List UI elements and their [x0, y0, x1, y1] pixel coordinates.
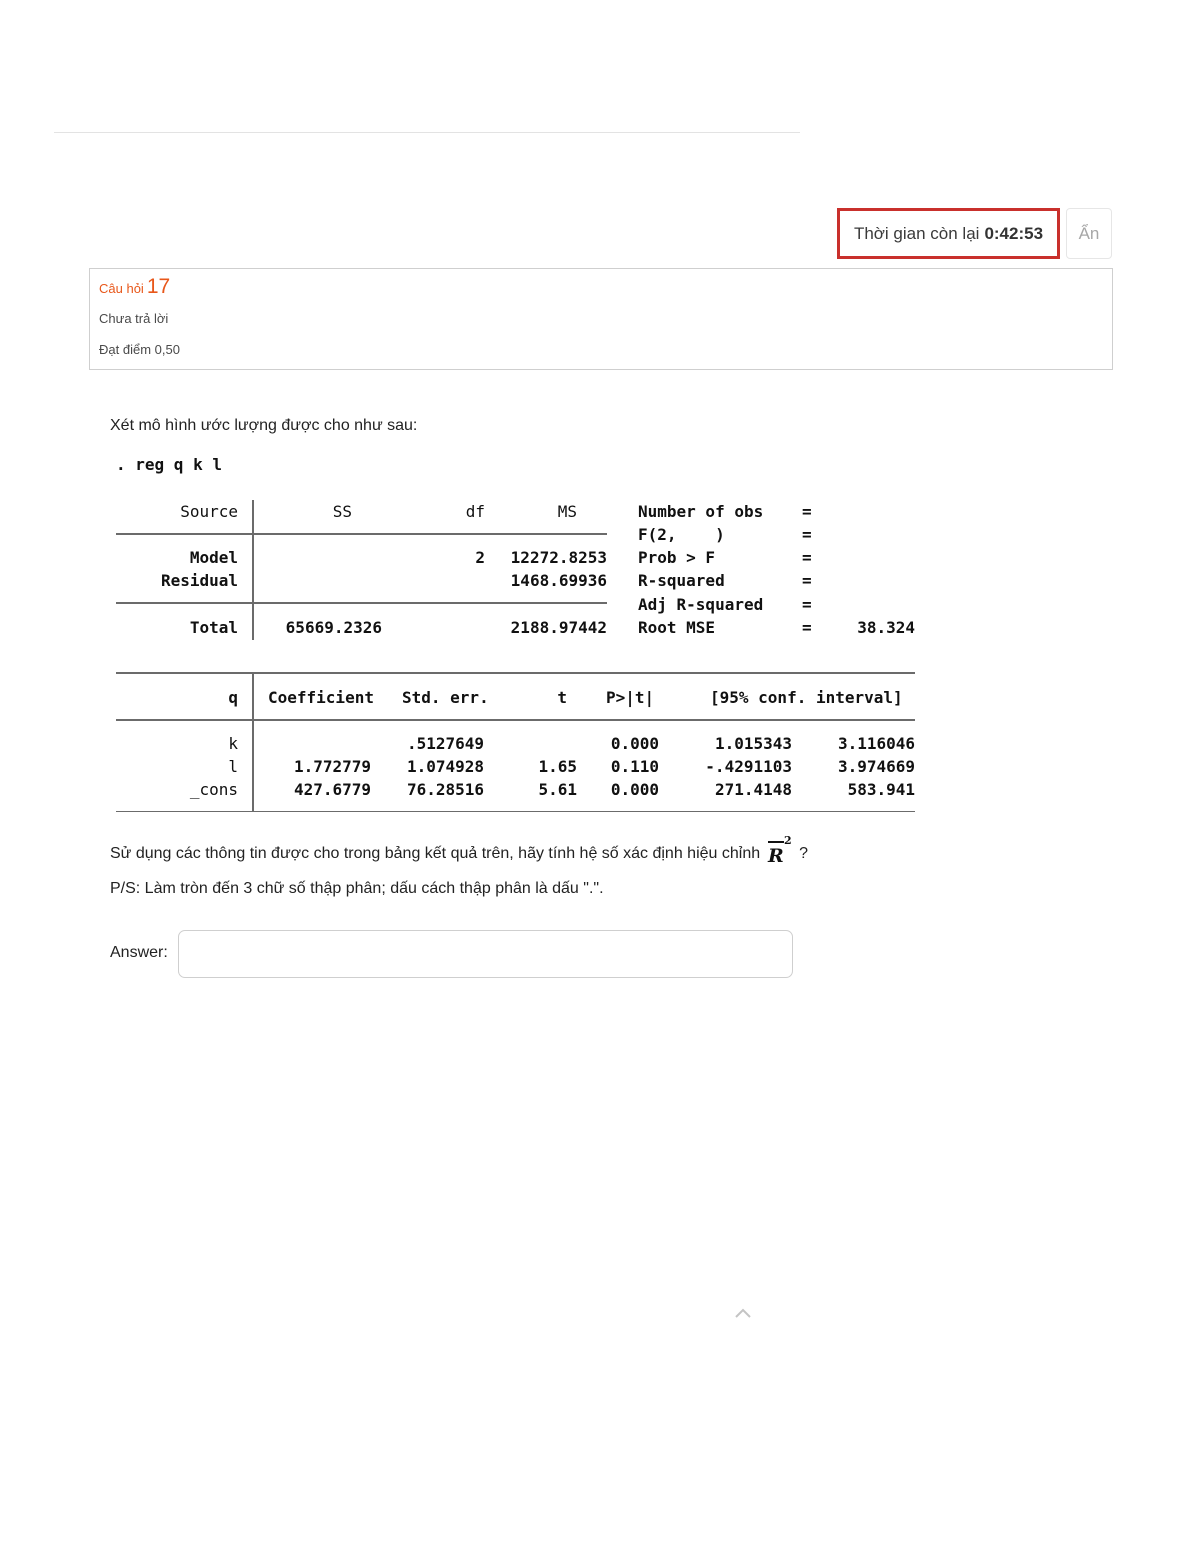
coef-k-p: 0.000: [610, 734, 659, 753]
coef-cons-ci-high: 583.941: [847, 780, 915, 799]
chevron-up-icon[interactable]: [733, 1306, 753, 1325]
anova-total-ss: 65669.2326: [285, 618, 382, 637]
coef-header-var: q: [228, 688, 238, 707]
anova-model-source: Model: [189, 548, 238, 567]
question-number-value: 17: [146, 275, 171, 298]
anova-rule-1: [116, 533, 607, 535]
anova-residual-source: Residual: [160, 571, 238, 590]
answer-label: Answer:: [110, 944, 168, 961]
anova-residual-ms: 1468.69936: [510, 571, 607, 590]
coef-rule-mid: [116, 719, 915, 721]
rounding-note: P/S: Làm tròn đến 3 chữ số thập phân; dấu cách thập phân là dấu ".".: [110, 880, 604, 897]
question-prefix: Câu hỏi: [99, 281, 144, 296]
svg-text:2: 2: [784, 835, 792, 847]
stat-value: 38.324: [857, 618, 915, 637]
stat-eq: =: [802, 595, 812, 614]
stat-eq: =: [802, 571, 812, 590]
anova-rule-2: [116, 602, 607, 604]
coef-header-ci: [95% conf. interval]: [710, 688, 903, 707]
coef-l-ci-high: 3.974669: [837, 757, 915, 776]
stat-label: Root MSE: [638, 618, 716, 637]
coef-l-se: 1.074928: [406, 757, 484, 776]
coef-cons-var: _cons: [189, 780, 238, 799]
stat-label: Adj R-squared: [638, 595, 764, 614]
timer-value: 0:42:53: [984, 223, 1044, 243]
anova-header-df: df: [465, 502, 485, 521]
anova-total-source: Total: [189, 618, 238, 637]
quiz-timer: [837, 208, 1060, 259]
coef-header-coef: Coefficient: [268, 688, 374, 707]
coef-l-var: l: [228, 757, 238, 776]
coef-l-ci-low: -.4291103: [705, 757, 792, 776]
stat-eq: =: [802, 525, 812, 544]
anova-header-ss: SS: [332, 502, 352, 521]
coef-k-var: k: [228, 734, 238, 753]
question-grade: Đạt điểm 0,50: [99, 342, 180, 357]
anova-model-df: 2: [475, 548, 485, 567]
coef-cons-p: 0.000: [610, 780, 659, 799]
question-info-box: [89, 268, 1113, 370]
coef-header-se: Std. err.: [402, 688, 489, 707]
stat-eq: =: [802, 502, 812, 521]
stat-label: R-squared: [638, 571, 725, 590]
stat-label: Number of obs: [638, 502, 764, 521]
top-divider: [54, 132, 800, 133]
stata-command: . reg q k l: [116, 455, 222, 474]
question-prompt-text: Sử dụng các thông tin được cho trong bảng kết quả trên, hãy tính hệ số xác định hiệu chỉnh: [110, 845, 761, 862]
coef-cons-t: 5.61: [538, 780, 577, 799]
coef-k-se: .5127649: [406, 734, 484, 753]
coef-k-ci-high: 3.116046: [837, 734, 915, 753]
coef-k-ci-low: 1.015343: [714, 734, 792, 753]
coef-l-t: 1.65: [538, 757, 577, 776]
coef-cons-coef: 427.6779: [293, 780, 371, 799]
question-number: [99, 275, 170, 299]
stat-eq: =: [802, 618, 812, 637]
answer-input[interactable]: [178, 930, 793, 978]
coef-header-t: t: [557, 688, 567, 707]
stat-label: Prob > F: [638, 548, 716, 567]
coef-l-p: 0.110: [610, 757, 659, 776]
question-intro: Xét mô hình ước lượng được cho như sau:: [110, 417, 418, 434]
coef-vertical-rule: [252, 674, 254, 812]
stat-eq: =: [802, 548, 812, 567]
question-prompt-end: ?: [799, 845, 809, 862]
coef-rule-top: [116, 672, 915, 674]
anova-total-ms: 2188.97442: [510, 618, 607, 637]
timer-label: Thời gian còn lại: [853, 223, 980, 243]
anova-vertical-rule: [252, 500, 254, 640]
anova-model-ms: 12272.8253: [510, 548, 607, 567]
stat-label: F(2, ): [638, 525, 725, 544]
adjusted-r-squared-symbol: [766, 835, 794, 865]
question-state: Chưa trả lời: [99, 311, 169, 326]
coef-rule-bottom: [116, 811, 915, 812]
question-prompt: [110, 835, 809, 865]
hide-timer-button[interactable]: Ẩn: [1066, 208, 1112, 259]
anova-header-ms: MS: [557, 502, 577, 521]
coef-cons-se: 76.28516: [406, 780, 484, 799]
coef-l-coef: 1.772779: [293, 757, 371, 776]
coef-cons-ci-low: 271.4148: [714, 780, 792, 799]
anova-header-source: Source: [180, 502, 238, 521]
coef-header-p: P>|t|: [606, 688, 655, 707]
svg-text:R: R: [768, 845, 784, 865]
